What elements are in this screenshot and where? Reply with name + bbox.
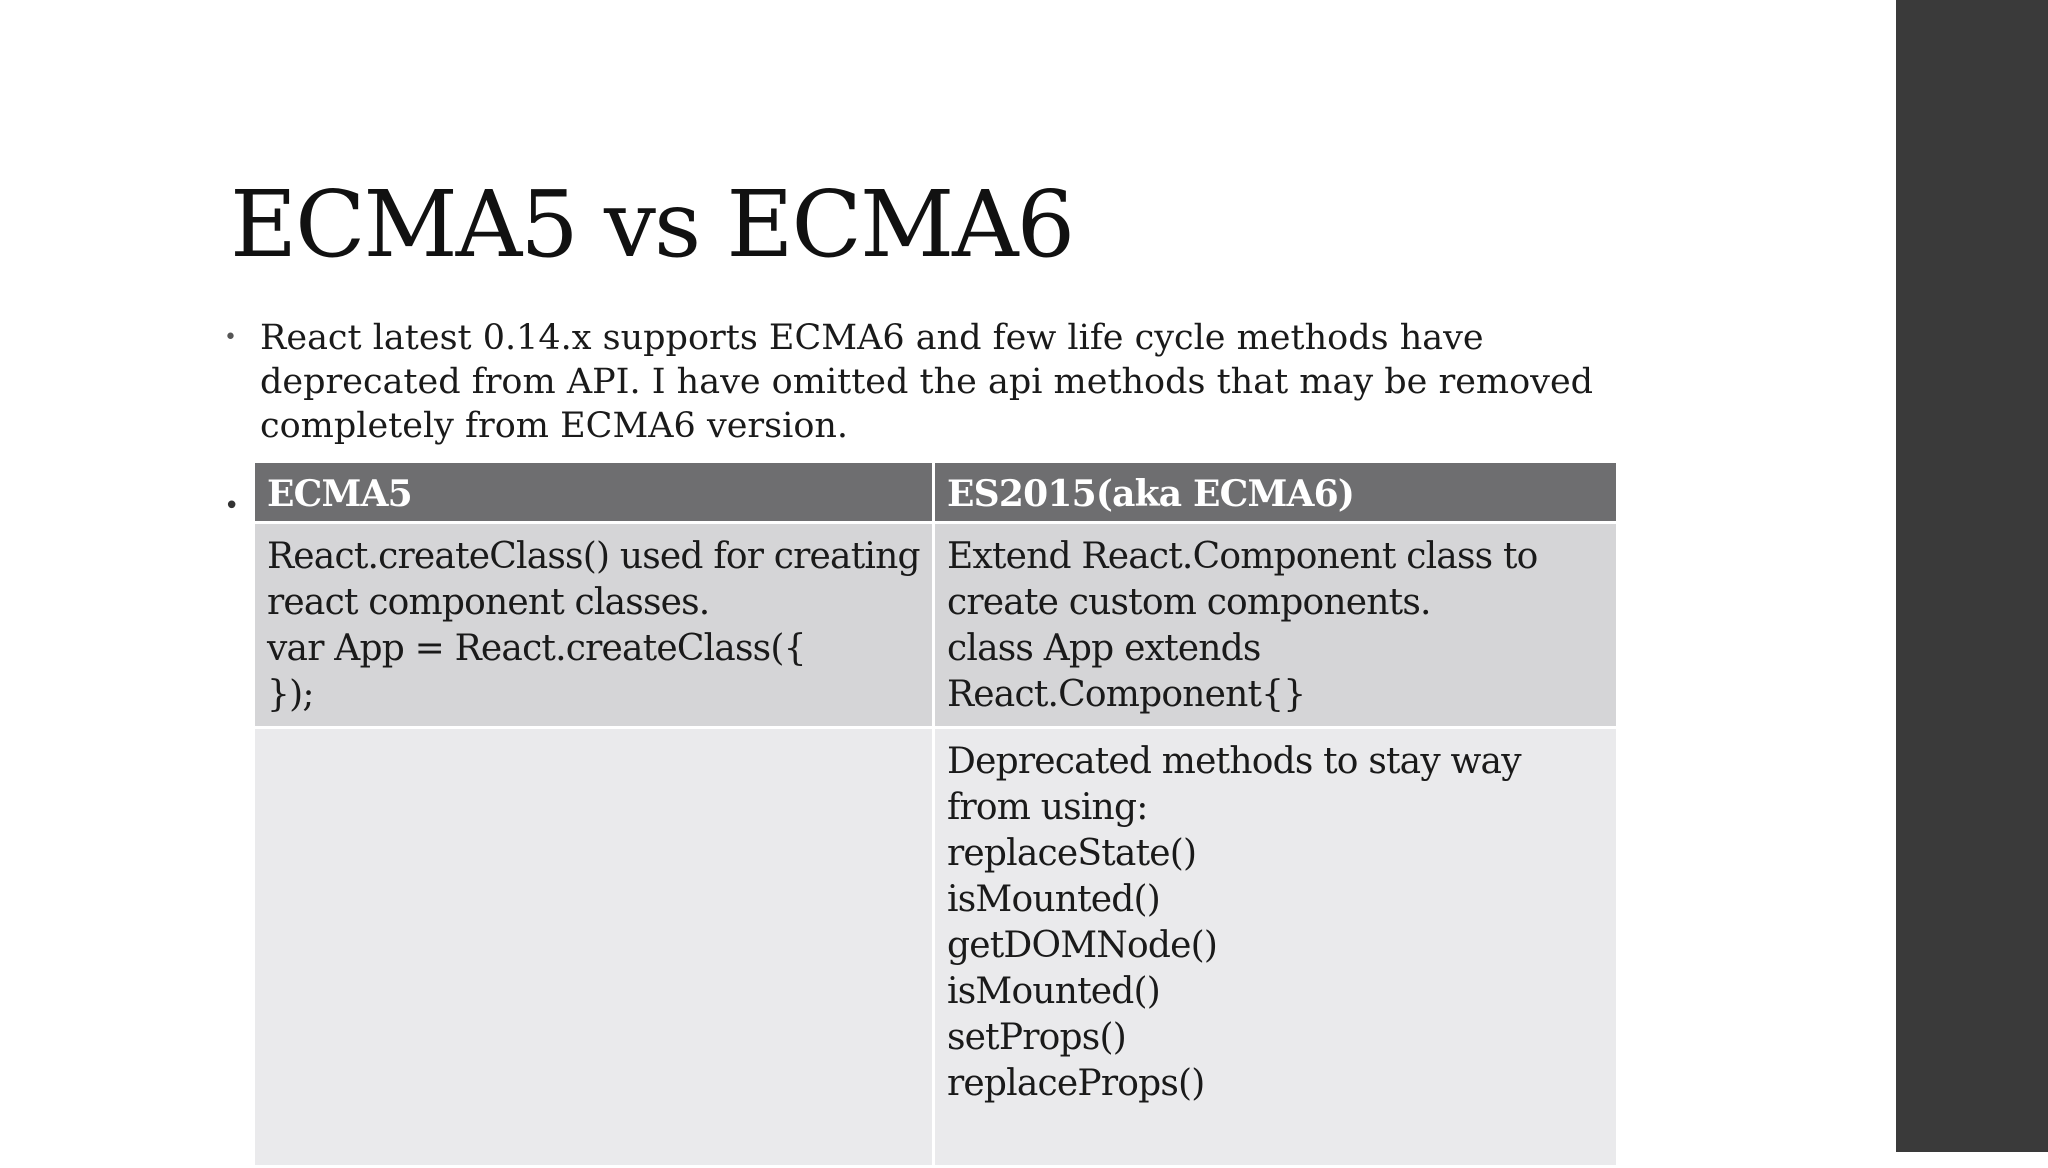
side-bar [1896, 0, 2048, 1152]
slide-title: ECMA5 vs ECMA6 [230, 171, 1074, 278]
cell-es2015-deprecated-methods [934, 728, 1618, 1167]
table-row [254, 728, 1618, 1167]
cell-line: class App extends [947, 628, 1261, 669]
cell-line: setProps() [947, 1017, 1126, 1058]
bullet-item [222, 316, 1622, 448]
cell-line: }); [267, 674, 314, 715]
table-header-row [254, 462, 1618, 523]
cell-line: var App = React.createClass({ [267, 628, 806, 669]
cell-line: isMounted() [947, 879, 1161, 920]
cell-es2015-extend-component [934, 523, 1618, 728]
bullet-text: React latest 0.14.x supports ECMA6 and few life cycle methods have deprecated from API. I have omitted the api methods that may be removed completely from ECMA6 version. [260, 318, 1594, 446]
cell-line: Deprecated methods to stay way [947, 741, 1521, 782]
header-es2015: ES2015(aka ECMA6) [934, 462, 1618, 523]
cell-line: React.Component{} [947, 674, 1306, 715]
header-ecma5: ECMA5 [254, 462, 934, 523]
cell-line: replaceState() [947, 833, 1197, 874]
bullet-marker-2: • [224, 491, 240, 521]
cell-line: React.createClass() used for creating [267, 536, 920, 577]
cell-line: Extend React.Component class to [947, 536, 1538, 577]
cell-line: isMounted() [947, 971, 1161, 1012]
cell-ecma5-create-class [254, 523, 934, 728]
cell-line: create custom components. [947, 582, 1431, 623]
cell-ecma5-empty [254, 728, 934, 1167]
bullet-marker: • [224, 325, 237, 350]
comparison-table [252, 460, 1619, 1168]
cell-line: getDOMNode() [947, 925, 1218, 966]
cell-line: from using: [947, 787, 1148, 828]
table-row [254, 523, 1618, 728]
cell-line: replaceProps() [947, 1063, 1205, 1104]
cell-line: react component classes. [267, 582, 710, 623]
